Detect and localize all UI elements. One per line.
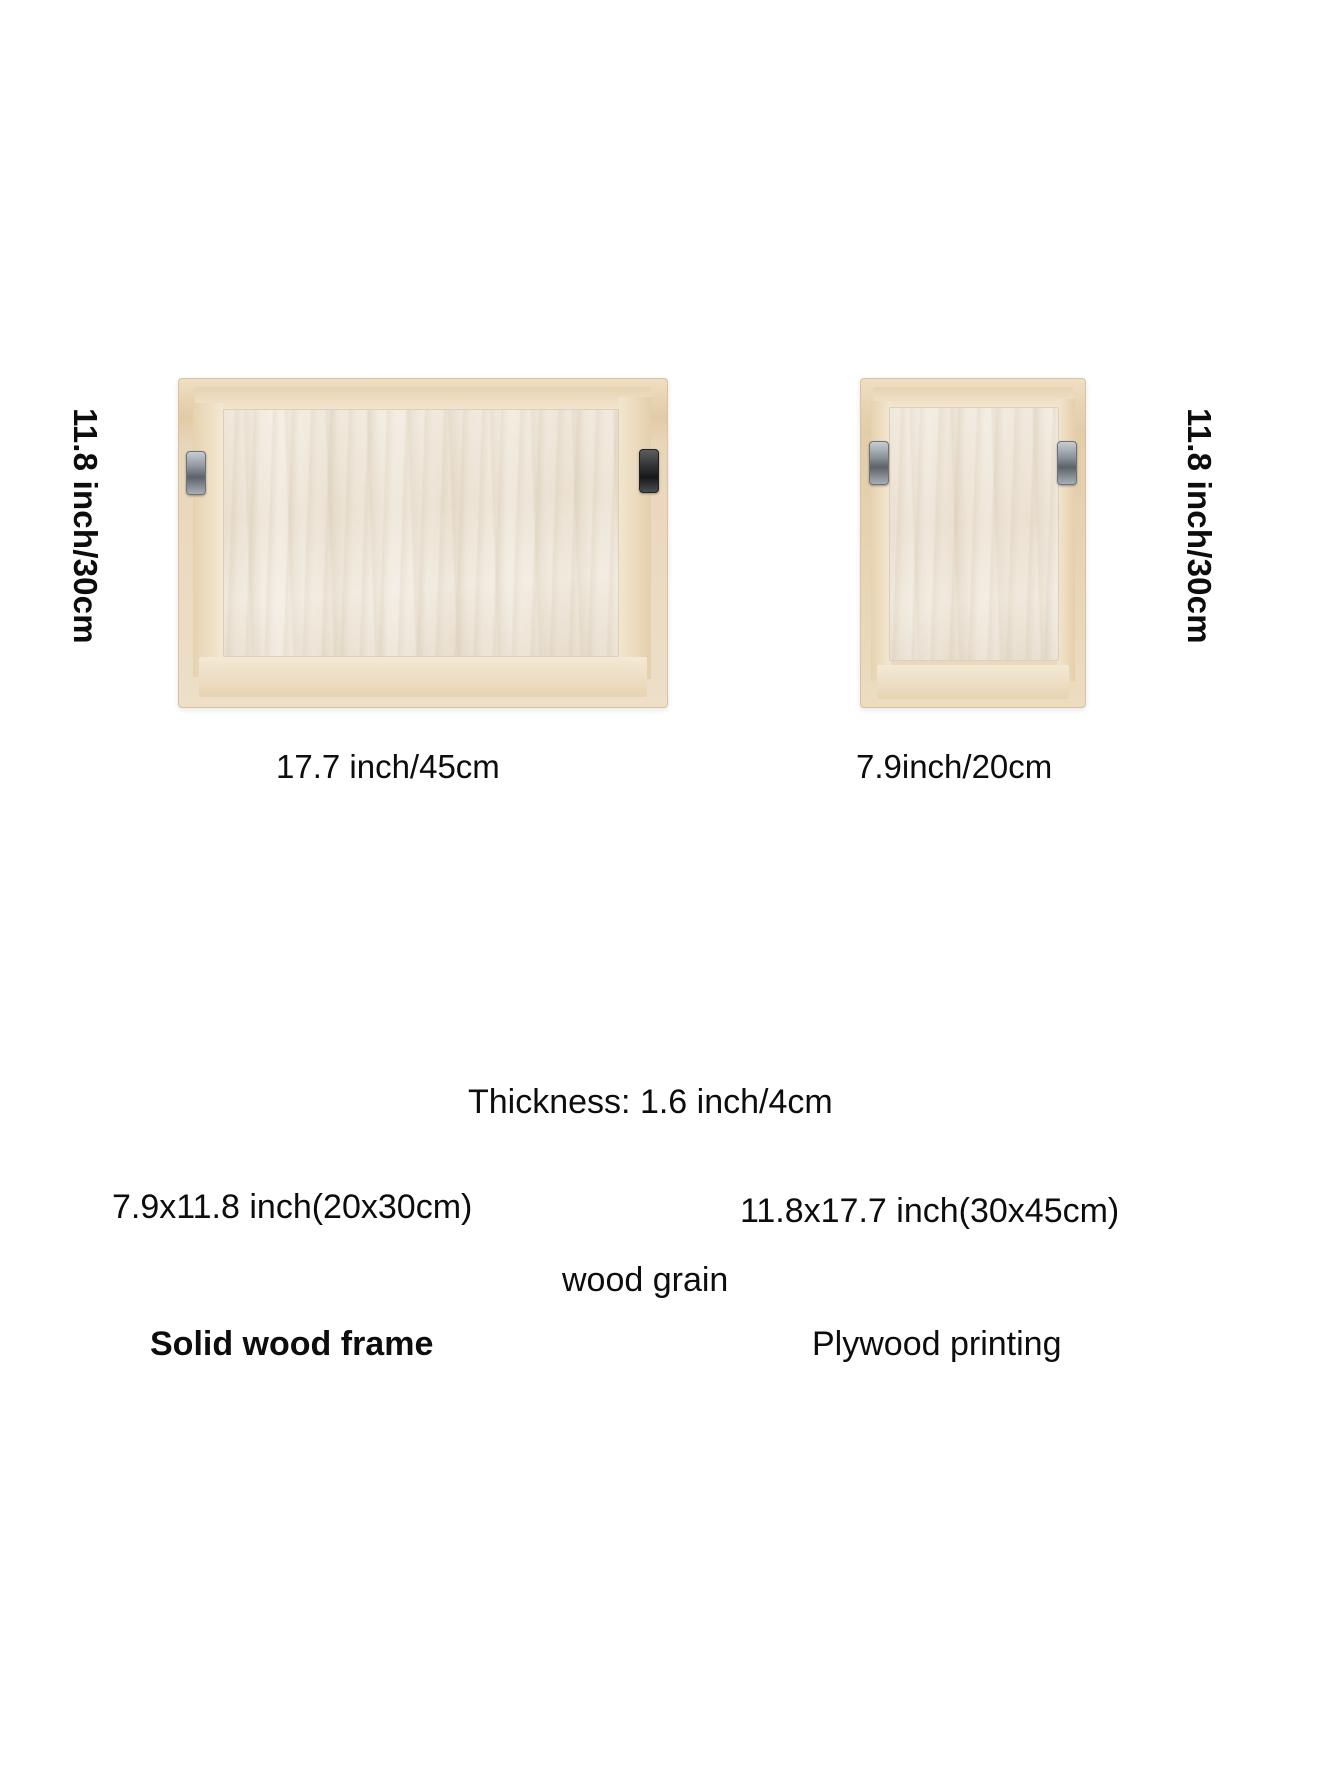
large-tray-rim-left: [193, 403, 223, 677]
solid-wood-frame-spec: Solid wood frame: [150, 1325, 434, 1363]
large-tray-rim-top: [195, 387, 651, 409]
plywood-printing-spec: Plywood printing: [812, 1325, 1062, 1363]
thickness-spec: Thickness: 1.6 inch/4cm: [468, 1083, 833, 1121]
small-tray-rim-bottom: [877, 665, 1069, 699]
small-size-spec: 7.9x11.8 inch(20x30cm): [112, 1188, 473, 1226]
wood-grain-texture: [890, 408, 1058, 660]
large-tray-height-label: 11.8 inch/30cm: [67, 408, 104, 644]
large-tray-rim-right: [619, 397, 651, 679]
small-tray-panel: [889, 407, 1059, 661]
small-tray-height-label: 11.8 inch/30cm: [1181, 408, 1218, 644]
large-size-spec: 11.8x17.7 inch(30x45cm): [740, 1192, 1120, 1230]
small-tray-width-label: 7.9inch/20cm: [856, 748, 1053, 785]
large-tray-image: [178, 378, 668, 708]
wood-grain-texture: [224, 410, 618, 656]
small-tray-image: [860, 378, 1086, 708]
product-image-area: [0, 0, 1340, 800]
tray-handle-icon: [186, 451, 206, 495]
tray-handle-icon: [639, 449, 659, 493]
large-tray-rim-bottom: [199, 657, 647, 697]
large-tray-panel: [223, 409, 619, 657]
wood-grain-spec: wood grain: [562, 1261, 729, 1299]
tray-handle-icon: [869, 441, 889, 485]
small-tray-rim-top: [873, 387, 1073, 407]
tray-handle-icon: [1057, 441, 1077, 485]
large-tray-width-label: 17.7 inch/45cm: [276, 748, 500, 785]
